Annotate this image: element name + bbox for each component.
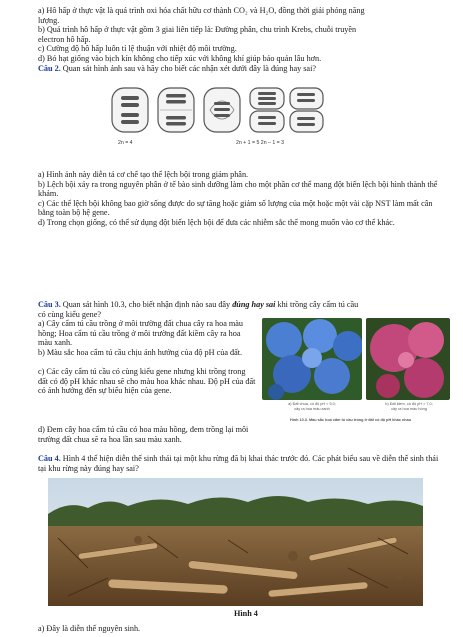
- question-3-emphasis: đúng hay sai: [232, 300, 276, 309]
- answer-c: c) Cường độ hô hấp luôn tỉ lệ thuận với nhiệt độ môi trường.: [38, 44, 237, 54]
- question-2-answer-b: b) Lệch bội xảy ra trong nguyên phân ở tế bào sinh dưỡng làm cho một phần cơ thể mang đột biến lệch bội hình thành thể khảm.: [38, 179, 438, 199]
- question-4-answer-a: a) Đây là diễn thế nguyên sinh.: [38, 624, 141, 633]
- pink-hydrangea-photo: [366, 318, 450, 400]
- question-3-answer-c: c) Các cây cẩm tú cầu có cùng kiểu gene nhưng khi trồng trong đất có độ pH khác nhau sẽ cho màu hoa khác nhau. Độ pH của đất có ảnh hưởng đến sự biểu hiện của gene.: [38, 367, 256, 396]
- question-4-heading: [38, 454, 443, 473]
- caption-blue: a) Đất chua, có độ pH < 5,0; cây ra hoa màu xanh: [288, 402, 336, 411]
- question-4-text: Hình 4 thể hiện diễn thế sinh thái tại một khu rừng đã bị khai thác trước đó. Các phát biểu sau về diễn thế sinh thái tại khu rừng này đúng hay sai?: [38, 454, 439, 473]
- answer-a-line1: a) Hô hấp ở thực vật là quá trình oxi hóa chất hữu cơ thành CO₂ và H₂O, đồng thời giải phóng năng: [38, 6, 365, 15]
- deforested-land-photo: [48, 478, 423, 606]
- blue-hydrangea-photo: [262, 318, 362, 400]
- question-3-answer-a: a) Cây cẩm tú cầu trồng ở môi trường đất chua cây ra hoa màu hồng; Hoa cẩm tú cầu trồng ở môi trường đất kiềm cây ra hoa màu xanh.: [38, 319, 243, 348]
- cell-5: [290, 88, 323, 132]
- question-2-answer-c: c) Các thể lệch bội không bao giờ sống được do sự tăng hoặc giảm số lượng của một hoặc một vài cặp NST làm mất cân bằng toàn bộ hệ gene.: [38, 198, 433, 218]
- question-3-heading: [38, 300, 358, 310]
- question-3-label: Câu 3.: [38, 300, 61, 309]
- caption-pink: b) Đất kiềm, có độ pH > 7,0; cây ra hoa màu hồng: [385, 402, 433, 411]
- question-2-label: Câu 2.: [38, 63, 61, 73]
- cell-4: [250, 88, 284, 132]
- cell-3: [204, 88, 240, 132]
- question-3-answer-b: b) Màu sắc hoa cẩm tú cầu chịu ảnh hưởng của độ pH của đất.: [38, 348, 243, 357]
- question-3-text-pre: Quan sát hình 10.3, cho biết nhận định nào sau đây: [60, 300, 233, 309]
- question-2-heading: [38, 64, 316, 74]
- figure-label-right: 2n + 1 = 5 2n – 1 = 3: [236, 140, 285, 146]
- question-3-heading-line2: có cùng kiểu gene?: [38, 309, 101, 319]
- question-2-answer-d: d) Trong chọn giống, có thể sử dụng đột biến lệch bội để đưa các nhiễm sắc thể mong muốn vào cơ thể khác.: [38, 218, 395, 227]
- cell-1: [112, 88, 148, 132]
- question-2-answer-a: a) Hình ảnh này diễn tả cơ chế tạo thể lệch bội trong giảm phân.: [38, 170, 249, 179]
- question-3-answer-d: d) Đem cây hoa cẩm tú cầu có hoa màu hồng, đem trồng lại môi trường đất chua sẽ ra hoa lần sau màu xanh.: [38, 425, 249, 444]
- figure-4-label: Hình 4: [234, 609, 258, 618]
- question-3-text-post: khi trồng cây cẩm tú cầu: [275, 300, 359, 309]
- answer-d: d) Bó hạt giống vào bịch kín không cho tiếp xúc với không khí giúp bảo quản lâu hơn.: [38, 54, 322, 63]
- answer-a-line2: lượng.: [38, 15, 60, 25]
- figure-label-left: 2n = 4: [118, 140, 133, 146]
- figure-10-3-caption: Hình 10.3. Màu sắc hoa cẩm tú cầu trồng ở đất có độ pH khác nhau: [290, 418, 412, 422]
- cell-2: [158, 88, 194, 132]
- question-4-label: Câu 4.: [38, 454, 61, 463]
- chromosome-figure: [110, 86, 325, 134]
- answer-b-line2: electron hô hấp.: [38, 34, 91, 44]
- answer-b-line1: b) Quá trình hô hấp ở thực vật gồm 3 giai liên tiếp là: Đường phân, chu trình Krebs, chuỗi truyền: [38, 25, 357, 35]
- question-2-text: Quan sát hình ảnh sau và hãy cho biết các nhận xét dưới đây là đúng hay sai?: [60, 63, 316, 73]
